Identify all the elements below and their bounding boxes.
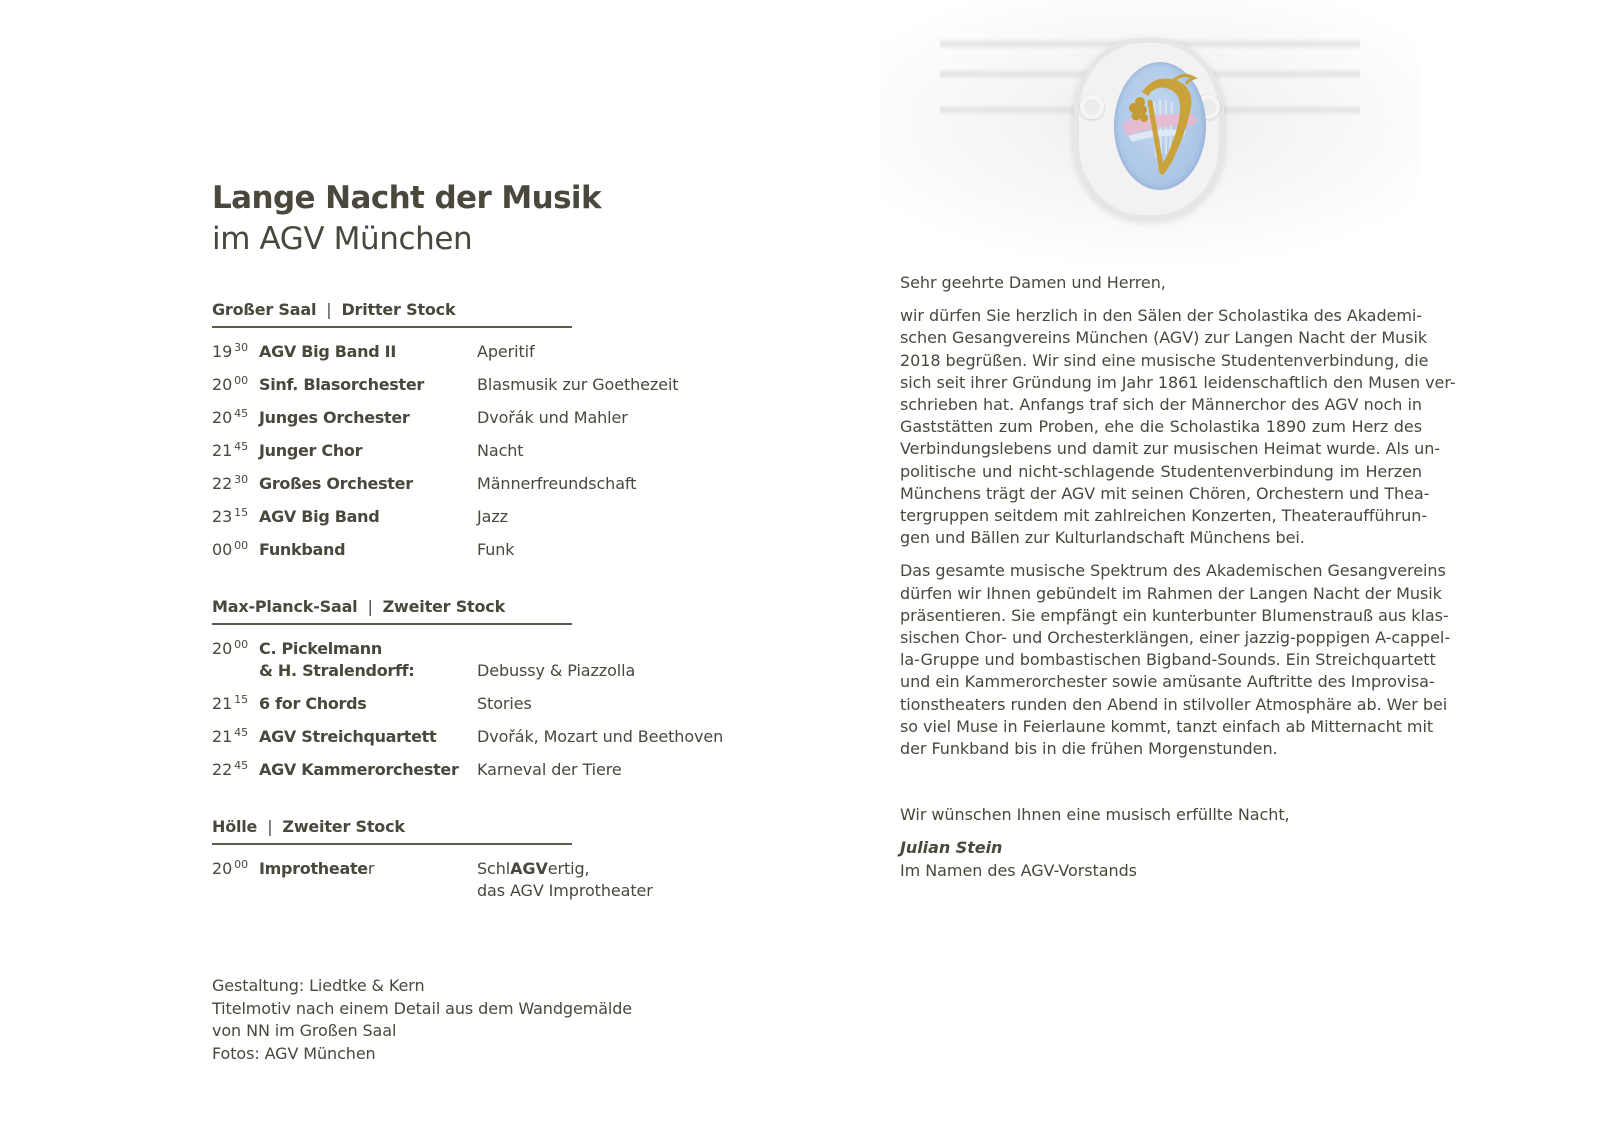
event-performer	[259, 638, 477, 682]
hall-name: Hölle	[212, 817, 258, 836]
text-line: präsentieren. Sie empfängt ein kunterbunter Blumenstrauß aus klas-	[900, 605, 1449, 625]
letter-greeting: Sehr geehrte Damen und Herren,	[900, 273, 1166, 292]
event-row	[212, 407, 772, 429]
event-time: 21 $^{45}$	[212, 440, 248, 460]
event-time: 21 $^{15}$	[212, 693, 248, 713]
credit-motif: von NN im Großen Saal	[212, 1021, 397, 1040]
event-row	[212, 341, 772, 363]
text-line: sich seit ihrer Gründung im Jahr 1861 leidenschaftlich den Musen ver-	[900, 372, 1456, 392]
credits	[212, 975, 632, 1065]
event-row	[212, 506, 772, 528]
event-program: Dvořák und Mahler	[477, 408, 628, 427]
event-performer: AGV Kammerorchester	[259, 760, 459, 779]
separator: |	[267, 817, 273, 836]
page-title: Lange Nacht der Musik	[212, 180, 601, 216]
program-spacer	[477, 638, 772, 660]
event-performer: AGV Big Band	[259, 507, 380, 526]
page-subtitle: im AGV München	[212, 221, 473, 257]
event-time: 21 $^{45}$	[212, 726, 248, 746]
event-row	[212, 858, 772, 902]
event-performer: Improtheater	[259, 859, 375, 878]
event-performer: Großes Orchester	[259, 474, 413, 493]
event-row	[212, 440, 772, 462]
event-program: Dvořák, Mozart und Beethoven	[477, 727, 724, 746]
section-hoelle	[212, 817, 772, 913]
event-time: 23 $^{15}$	[212, 506, 248, 526]
event-time: 20 $^{45}$	[212, 407, 248, 427]
text-line: der Funkband bis in die frühen Morgenstunden.	[900, 739, 1278, 759]
event-row	[212, 693, 772, 715]
event-row	[212, 726, 772, 748]
program-line: Debussy & Piazzolla	[477, 661, 636, 680]
event-time: 20 $^{00}$	[212, 374, 248, 394]
event-performer: Funkband	[259, 540, 346, 559]
event-row	[212, 473, 772, 495]
text-line: gen und Bällen zur Kulturlandschaft Münchens bei.	[900, 528, 1305, 548]
event-program: Aperitif	[477, 342, 535, 361]
text-line: dürfen wir Ihnen gebündelt im Rahmen der Langen Nacht der Musik	[900, 583, 1442, 603]
event-time: 20 $^{00}$	[212, 858, 248, 878]
section-max-planck-saal	[212, 597, 772, 792]
event-program: Karneval der Tiere	[477, 760, 622, 779]
event-row	[212, 638, 772, 682]
event-time: 22 $^{30}$	[212, 473, 248, 493]
performer-line: C. Pickelmann	[259, 639, 382, 658]
letter-signer-role: Im Namen des AGV-Vorstands	[900, 860, 1137, 880]
text-line: so viel Muse in Feierlaune kommt, tanzt einfach ab Mitternacht mit	[900, 716, 1434, 736]
text-line: Gaststätten zum Proben, ehe die Scholastika 1890 zum Herz des	[900, 417, 1422, 437]
text-line: tergruppen seitdem mit zahlreichen Konzerten, Theateraufführun-	[900, 506, 1428, 526]
event-list	[212, 858, 772, 902]
section-header	[212, 300, 572, 328]
event-list	[212, 341, 772, 561]
separator: |	[326, 300, 332, 319]
text-line: la-Gruppe und bombastischen Bigband-Sounds. Ein Streichquartett	[900, 650, 1436, 670]
event-program: Funk	[477, 540, 515, 559]
text-line: sischen Chor- und Orchesterklängen, einer jazzig-poppigen A-cappel-	[900, 628, 1451, 648]
text-line: schrieben hat. Anfangs traf sich der Männerchor des AGV noch in	[900, 395, 1422, 415]
credit-photos: Fotos: AGV München	[212, 1043, 376, 1063]
program-line: das AGV Improtheater	[477, 881, 653, 900]
section-header	[212, 817, 572, 845]
emblem-photo	[880, 0, 1420, 270]
event-row	[212, 539, 772, 561]
event-program	[477, 638, 772, 682]
hall-name: Max-Planck-Saal	[212, 597, 358, 616]
credit-design: Gestaltung: Liedtke & Kern	[212, 976, 425, 995]
performer-line: & H. Stralendorff:	[259, 661, 415, 680]
event-time: 22 $^{45}$	[212, 759, 248, 779]
event-row	[212, 374, 772, 396]
floor-name: Zweiter Stock	[382, 597, 506, 616]
text-line: politische und nicht-schlagende Studentenverbindung im Herzen	[900, 461, 1422, 481]
event-row	[212, 759, 772, 781]
floor-name: Dritter Stock	[341, 300, 456, 319]
letter-signature: Julian Stein	[900, 838, 1003, 858]
event-program	[477, 858, 772, 902]
letter-paragraph-1	[900, 305, 1456, 549]
letter-closing: Wir wünschen Ihnen eine musisch erfüllte Nacht,	[900, 805, 1290, 825]
text-line: tionstheaters runden den Abend in stilvoller Atmosphäre ab. Wer bei	[900, 694, 1448, 714]
event-performer: AGV Big Band II	[259, 342, 396, 361]
event-program: Nacht	[477, 441, 524, 460]
event-performer: 6 for Chords	[259, 694, 367, 713]
section-grosser-saal	[212, 300, 772, 572]
event-time: 00 $^{00}$	[212, 539, 248, 559]
event-program: Blasmusik zur Goethezeit	[477, 375, 679, 394]
text-line: und ein Kammerorchester sowie amüsante Auftritte des Improvisa-	[900, 672, 1435, 692]
event-performer: Junges Orchester	[259, 408, 410, 427]
letter-paragraph-2	[900, 560, 1451, 760]
scroll-ornament	[1080, 95, 1104, 119]
harp-crest-icon	[1114, 62, 1206, 190]
event-time: 19 $^{30}$	[212, 341, 248, 361]
event-performer: Junger Chor	[259, 441, 363, 460]
text-line: Münchens trägt der AGV mit seinen Chören, Orchestern und Thea-	[900, 483, 1430, 503]
text-line: 2018 begrüßen. Wir sind eine musische Studentenverbindung, die	[900, 350, 1429, 370]
text-line: Verbindungslebens und damit zur musischen Heimat wurde. Als un-	[900, 439, 1441, 459]
welcome-letter	[900, 272, 1456, 882]
event-program: Jazz	[477, 507, 508, 526]
text-line: Das gesamte musische Spektrum des Akademischen Gesangvereins	[900, 561, 1446, 581]
credit-motif: Titelmotiv nach einem Detail aus dem Wandgemälde	[212, 998, 633, 1018]
text-line: wir dürfen Sie herzlich in den Sälen der Scholastika des Akademi-	[900, 306, 1422, 326]
separator: |	[367, 597, 373, 616]
event-performer: Sinf. Blasorchester	[259, 375, 424, 394]
program-line: SchlAGVertig,	[477, 859, 590, 878]
event-program: Männerfreundschaft	[477, 474, 637, 493]
event-time: 20 $^{00}$	[212, 638, 248, 658]
event-list	[212, 638, 772, 781]
event-performer: AGV Streichquartett	[259, 727, 437, 746]
text-line: schen Gesangvereins München (AGV) zur Langen Nacht der Musik	[900, 328, 1428, 348]
event-program: Stories	[477, 694, 532, 713]
section-header	[212, 597, 572, 625]
hall-name: Großer Saal	[212, 300, 317, 319]
title-block	[212, 178, 601, 260]
floor-name: Zweiter Stock	[282, 817, 405, 836]
